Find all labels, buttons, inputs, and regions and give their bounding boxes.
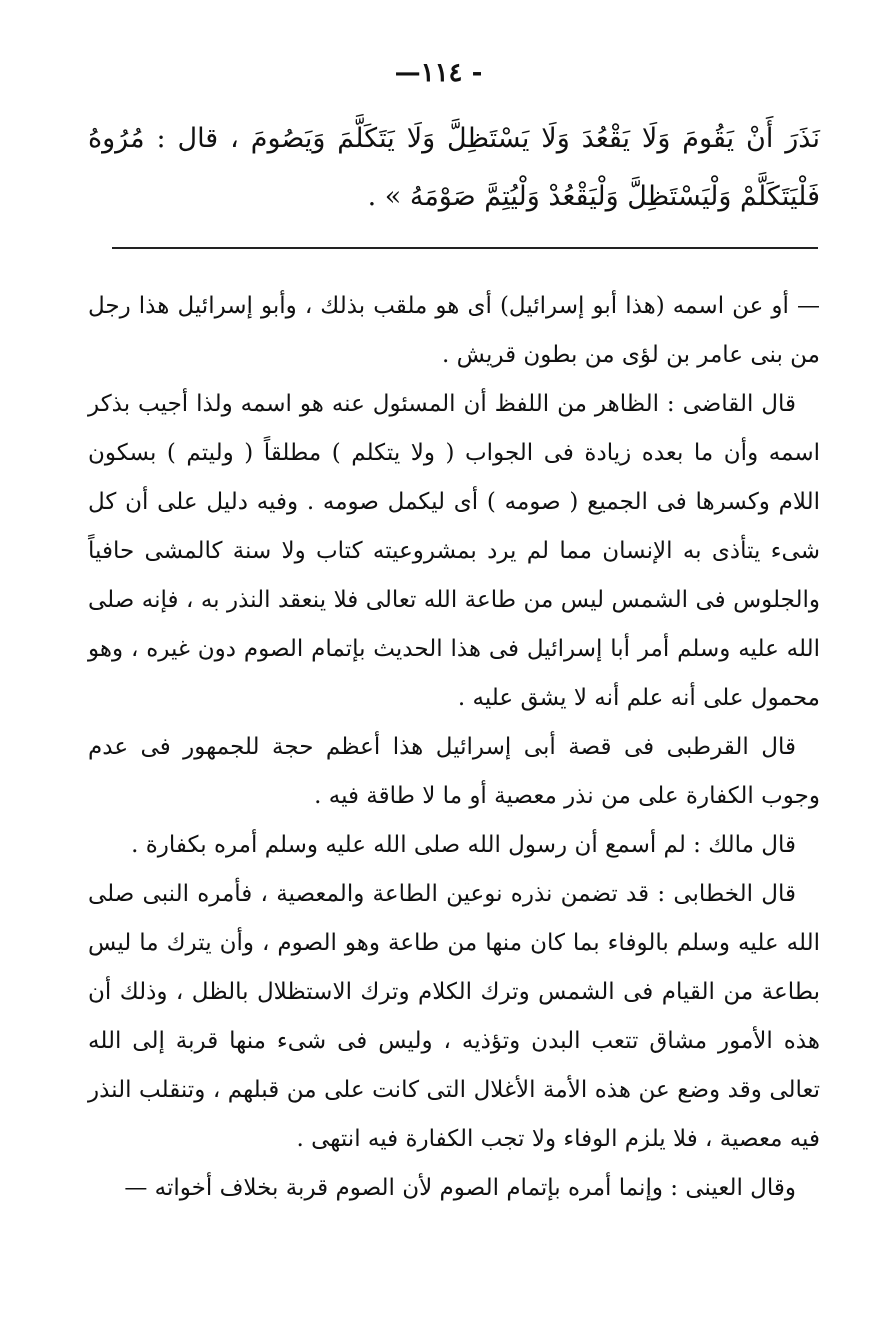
commentary-paragraph: قال القرطبى فى قصة أبى إسرائيل هذا أعظم حجة للجمهور فى عدم وجوب الكفارة على من نذر معصية أو ما لا طاقة فيه . xyxy=(88,734,820,809)
commentary-section xyxy=(88,282,820,1213)
page-number: —١١٤ - xyxy=(394,58,483,88)
hadith-text: نَذَرَ أَنْ يَقُومَ وَلَا يَقْعُدَ وَلَا يَسْتَظِلَّ وَلَا يَتَكَلَّمَ وَيَصُومَ ، قال : مُرُوهُ فَلْيَتَكَلَّمْ وَلْيَسْتَظِلَّ وَلْيَقْعُدْ وَلْيُتِمَّ صَوْمَهُ » . xyxy=(88,123,820,212)
commentary-paragraph: قال مالك : لم أسمع أن رسول الله صلى الله عليه وسلم أمره بكفارة . xyxy=(131,832,796,858)
commentary-paragraph: قال الخطابى : قد تضمن نذره نوعين الطاعة والمعصية ، فأمره النبى صلى الله عليه وسلم بالوفاء بما كان منها من طاعة وهو الصوم ، وأن يترك ما ليس بطاعة من القيام فى الشمس وترك الكلام وترك الاستظلال بالظل ، وذلك أن هذه الأمور مشاق تتعب البدن وتؤذيه ، وليس فى شىء منها قربة إلى الله تعالى وقد وضع عن هذه الأمة الأغلال التى كانت على من قبلهم ، وتنقلب النذر فيه معصية ، فلا يلزم الوفاء ولا تجب الكفارة فيه انتهى . xyxy=(88,881,820,1152)
commentary-paragraph: وقال العينى : وإنما أمره بإتمام الصوم لأن الصوم قربة بخلاف أخواته — xyxy=(124,1175,796,1201)
commentary-paragraph: — أو عن اسمه (هذا أبو إسرائيل) أى هو ملقب بذلك ، وأبو إسرائيل هذا رجل من بنى عامر بن لؤى من بطون قريش . xyxy=(88,293,820,368)
commentary-paragraph: قال القاضى : الظاهر من اللفظ أن المسئول عنه هو اسمه ولذا أجيب بذكر اسمه وأن ما بعده زيادة فى الجواب ( ولا يتكلم ) مطلقاً ( وليتم ) بسكون اللام وكسرها فى الجميع ( صومه ) أى ليكمل صومه . وفيه دليل على أن كل شىء يتأذى به الإنسان مما لم يرد بمشروعيته كتاب ولا سنة كالمشى حافياً والجلوس فى الشمس ليس من طاعة الله تعالى فلا ينعقد النذر به ، فإنه صلى الله عليه وسلم أمر أبا إسرائيل فى هذا الحديث بإتمام الصوم دون غيره ، وهو محمول على أنه علم أنه لا يشق عليه . xyxy=(88,391,820,711)
separator-line xyxy=(112,247,818,249)
